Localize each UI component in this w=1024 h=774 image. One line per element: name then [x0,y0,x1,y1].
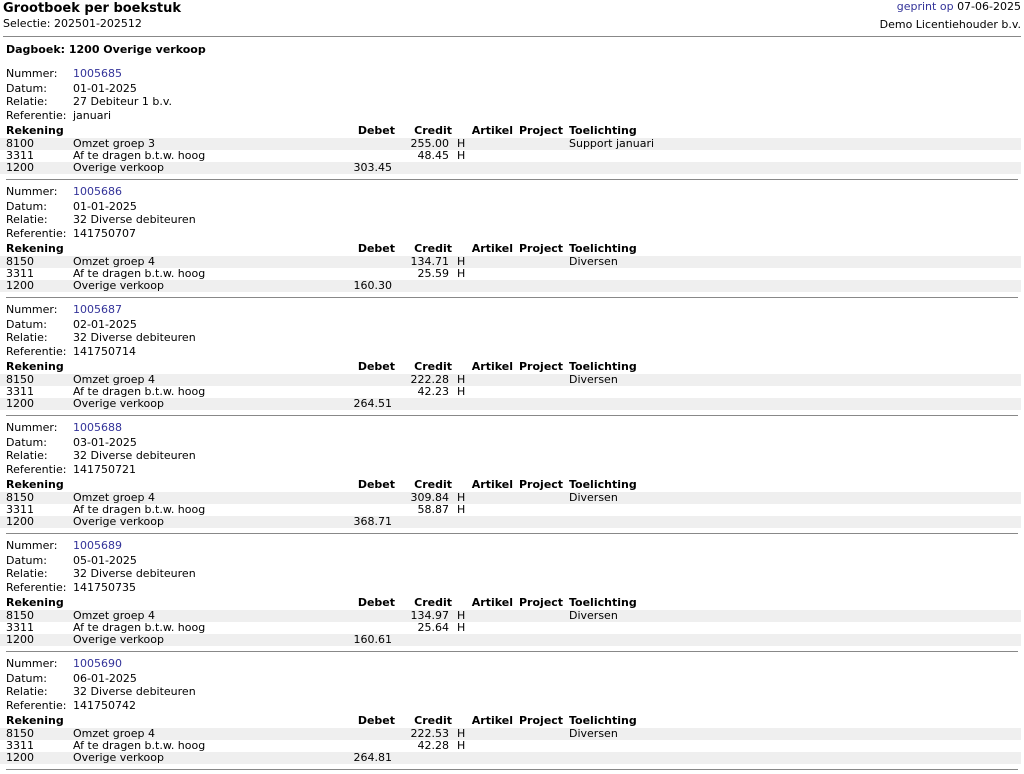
col-artikel: Artikel [471,242,513,255]
doc-date-label: Datum: [6,82,47,95]
doc-number-link[interactable]: 1005688 [73,421,122,434]
col-project: Project [519,360,564,373]
doc-relation: 32 Diverse debiteuren [73,213,196,226]
line-description: Overige verkoop [73,515,164,528]
line-account: 8150 [6,373,34,386]
line-debit: 264.81 [353,751,392,764]
line-debit-credit-indicator: H [457,373,466,386]
line-credit: 48.45 [417,149,449,162]
line-account: 1200 [6,279,34,292]
doc-number-label: Nummer: [6,185,58,198]
col-rekening: Rekening [6,478,64,491]
document-divider [6,769,1018,770]
line-explanation: Diversen [569,373,618,386]
line-debit-credit-indicator: H [457,267,466,280]
doc-relation: 32 Diverse debiteuren [73,567,196,580]
line-description: Af te dragen b.t.w. hoog [73,149,206,162]
col-artikel: Artikel [471,596,513,609]
doc-number-link[interactable]: 1005690 [73,657,122,670]
document-divider [6,651,1018,652]
col-toelichting: Toelichting [569,242,637,255]
col-rekening: Rekening [6,596,64,609]
line-credit: 134.71 [410,255,449,268]
doc-date-label: Datum: [6,554,47,567]
line-explanation: Diversen [569,609,618,622]
report-title: Grootboek per boekstuk [3,1,181,16]
doc-reference: januari [73,109,112,122]
line-description: Omzet groep 4 [73,609,155,622]
line-credit: 58.87 [417,503,449,516]
doc-number-label: Nummer: [6,421,58,434]
booking-document [0,184,1024,302]
doc-reference: 141750735 [73,581,136,594]
doc-date-label: Datum: [6,318,47,331]
doc-reference: 141750742 [73,699,136,712]
line-account: 1200 [6,751,34,764]
line-account: 3311 [6,267,34,280]
line-debit-credit-indicator: H [457,727,466,740]
col-debet: Debet [357,124,395,137]
col-credit: Credit [414,714,452,727]
col-artikel: Artikel [471,478,513,491]
line-account: 3311 [6,503,34,516]
line-credit: 25.64 [417,621,449,634]
col-project: Project [519,124,564,137]
col-rekening: Rekening [6,714,64,727]
document-divider [6,415,1018,416]
doc-number-label: Nummer: [6,657,58,670]
doc-date: 06-01-2025 [73,672,137,685]
doc-relation: 32 Diverse debiteuren [73,449,196,462]
line-account: 1200 [6,161,34,174]
col-credit: Credit [414,242,452,255]
col-debet: Debet [357,478,395,491]
doc-reference: 141750707 [73,227,136,240]
line-debit-credit-indicator: H [457,739,466,752]
doc-date-label: Datum: [6,672,47,685]
doc-reference-label: Referentie: [6,227,67,240]
line-account: 3311 [6,149,34,162]
doc-reference-label: Referentie: [6,581,67,594]
document-list [0,66,1024,774]
booking-document [0,66,1024,184]
line-account: 8100 [6,137,34,150]
line-description: Omzet groep 3 [73,137,155,150]
line-debit-credit-indicator: H [457,621,466,634]
company-name: Demo Licentiehouder b.v. [879,18,1021,31]
line-account: 8150 [6,609,34,622]
doc-reference: 141750721 [73,463,136,476]
line-debit: 264.51 [353,397,392,410]
lines-header [0,714,1024,727]
line-credit: 222.53 [410,727,449,740]
lines-header [0,242,1024,255]
printed-on-label: geprint op [896,0,954,13]
line-account: 8150 [6,727,34,740]
line-description: Overige verkoop [73,161,164,174]
line-account: 1200 [6,515,34,528]
col-artikel: Artikel [471,714,513,727]
col-artikel: Artikel [471,360,513,373]
col-credit: Credit [414,360,452,373]
col-credit: Credit [414,478,452,491]
col-debet: Debet [357,360,395,373]
line-explanation: Diversen [569,255,618,268]
line-description: Overige verkoop [73,397,164,410]
doc-number-label: Nummer: [6,303,58,316]
ledger-line [0,162,1021,174]
line-account: 3311 [6,739,34,752]
doc-number-link[interactable]: 1005689 [73,539,122,552]
line-debit-credit-indicator: H [457,385,466,398]
col-project: Project [519,596,564,609]
col-rekening: Rekening [6,242,64,255]
doc-number-link[interactable]: 1005687 [73,303,122,316]
line-description: Af te dragen b.t.w. hoog [73,385,206,398]
doc-date-label: Datum: [6,436,47,449]
line-credit: 42.28 [417,739,449,752]
line-description: Af te dragen b.t.w. hoog [73,739,206,752]
line-debit-credit-indicator: H [457,491,466,504]
col-rekening: Rekening [6,124,64,137]
col-project: Project [519,714,564,727]
header-divider [3,36,1021,37]
lines-header [0,478,1024,491]
lines-header [0,124,1024,137]
doc-date: 02-01-2025 [73,318,137,331]
line-account: 8150 [6,491,34,504]
printed-on-date: 07-06-2025 [957,0,1021,13]
doc-relation-label: Relatie: [6,213,48,226]
line-description: Overige verkoop [73,633,164,646]
col-toelichting: Toelichting [569,596,637,609]
line-credit: 222.28 [410,373,449,386]
line-debit: 160.61 [353,633,392,646]
line-debit: 160.30 [353,279,392,292]
booking-document [0,538,1024,656]
doc-number-link[interactable]: 1005686 [73,185,122,198]
line-account: 1200 [6,397,34,410]
booking-document [0,420,1024,538]
document-divider [6,533,1018,534]
doc-number-label: Nummer: [6,539,58,552]
line-description: Omzet groep 4 [73,727,155,740]
selection-period: Selectie: 202501-202512 [3,17,142,30]
doc-date: 03-01-2025 [73,436,137,449]
line-credit: 25.59 [417,267,449,280]
line-credit: 42.23 [417,385,449,398]
line-debit-credit-indicator: H [457,137,466,150]
line-debit-credit-indicator: H [457,503,466,516]
journal-heading: Dagboek: 1200 Overige verkoop [6,43,206,56]
line-description: Omzet groep 4 [73,491,155,504]
booking-document [0,656,1024,774]
booking-document [0,302,1024,420]
col-artikel: Artikel [471,124,513,137]
col-toelichting: Toelichting [569,478,637,491]
doc-relation-label: Relatie: [6,567,48,580]
line-description: Overige verkoop [73,751,164,764]
line-credit: 255.00 [410,137,449,150]
doc-reference: 141750714 [73,345,136,358]
line-account: 3311 [6,621,34,634]
doc-relation: 32 Diverse debiteuren [73,685,196,698]
document-divider [6,297,1018,298]
doc-relation-label: Relatie: [6,685,48,698]
col-toelichting: Toelichting [569,714,637,727]
line-description: Omzet groep 4 [73,373,155,386]
document-divider [6,179,1018,180]
line-explanation: Support januari [569,137,655,150]
line-credit: 309.84 [410,491,449,504]
doc-relation: 27 Debiteur 1 b.v. [73,95,172,108]
line-explanation: Diversen [569,491,618,504]
doc-date: 01-01-2025 [73,82,137,95]
col-project: Project [519,478,564,491]
col-rekening: Rekening [6,360,64,373]
ledger-line [0,634,1021,646]
line-debit: 368.71 [353,515,392,528]
doc-number-label: Nummer: [6,67,58,80]
printed-on [897,0,1021,13]
doc-relation: 32 Diverse debiteuren [73,331,196,344]
doc-relation-label: Relatie: [6,95,48,108]
doc-relation-label: Relatie: [6,449,48,462]
ledger-line [0,752,1021,764]
doc-date: 05-01-2025 [73,554,137,567]
line-description: Af te dragen b.t.w. hoog [73,621,206,634]
lines-header [0,596,1024,609]
line-debit-credit-indicator: H [457,609,466,622]
doc-reference-label: Referentie: [6,345,67,358]
line-credit: 134.97 [410,609,449,622]
line-description: Omzet groep 4 [73,255,155,268]
doc-date-label: Datum: [6,200,47,213]
doc-date: 01-01-2025 [73,200,137,213]
line-description: Af te dragen b.t.w. hoog [73,503,206,516]
col-debet: Debet [357,714,395,727]
doc-number-link[interactable]: 1005685 [73,67,122,80]
col-credit: Credit [414,124,452,137]
col-debet: Debet [357,242,395,255]
line-description: Af te dragen b.t.w. hoog [73,267,206,280]
col-debet: Debet [357,596,395,609]
doc-relation-label: Relatie: [6,331,48,344]
col-toelichting: Toelichting [569,124,637,137]
ledger-line [0,280,1021,292]
line-description: Overige verkoop [73,279,164,292]
line-debit-credit-indicator: H [457,255,466,268]
line-debit-credit-indicator: H [457,149,466,162]
line-debit: 303.45 [353,161,392,174]
ledger-line [0,398,1021,410]
line-account: 1200 [6,633,34,646]
col-toelichting: Toelichting [569,360,637,373]
doc-reference-label: Referentie: [6,699,67,712]
ledger-line [0,516,1021,528]
col-credit: Credit [414,596,452,609]
doc-reference-label: Referentie: [6,109,67,122]
line-account: 8150 [6,255,34,268]
line-account: 3311 [6,385,34,398]
col-project: Project [519,242,564,255]
line-explanation: Diversen [569,727,618,740]
doc-reference-label: Referentie: [6,463,67,476]
lines-header [0,360,1024,373]
